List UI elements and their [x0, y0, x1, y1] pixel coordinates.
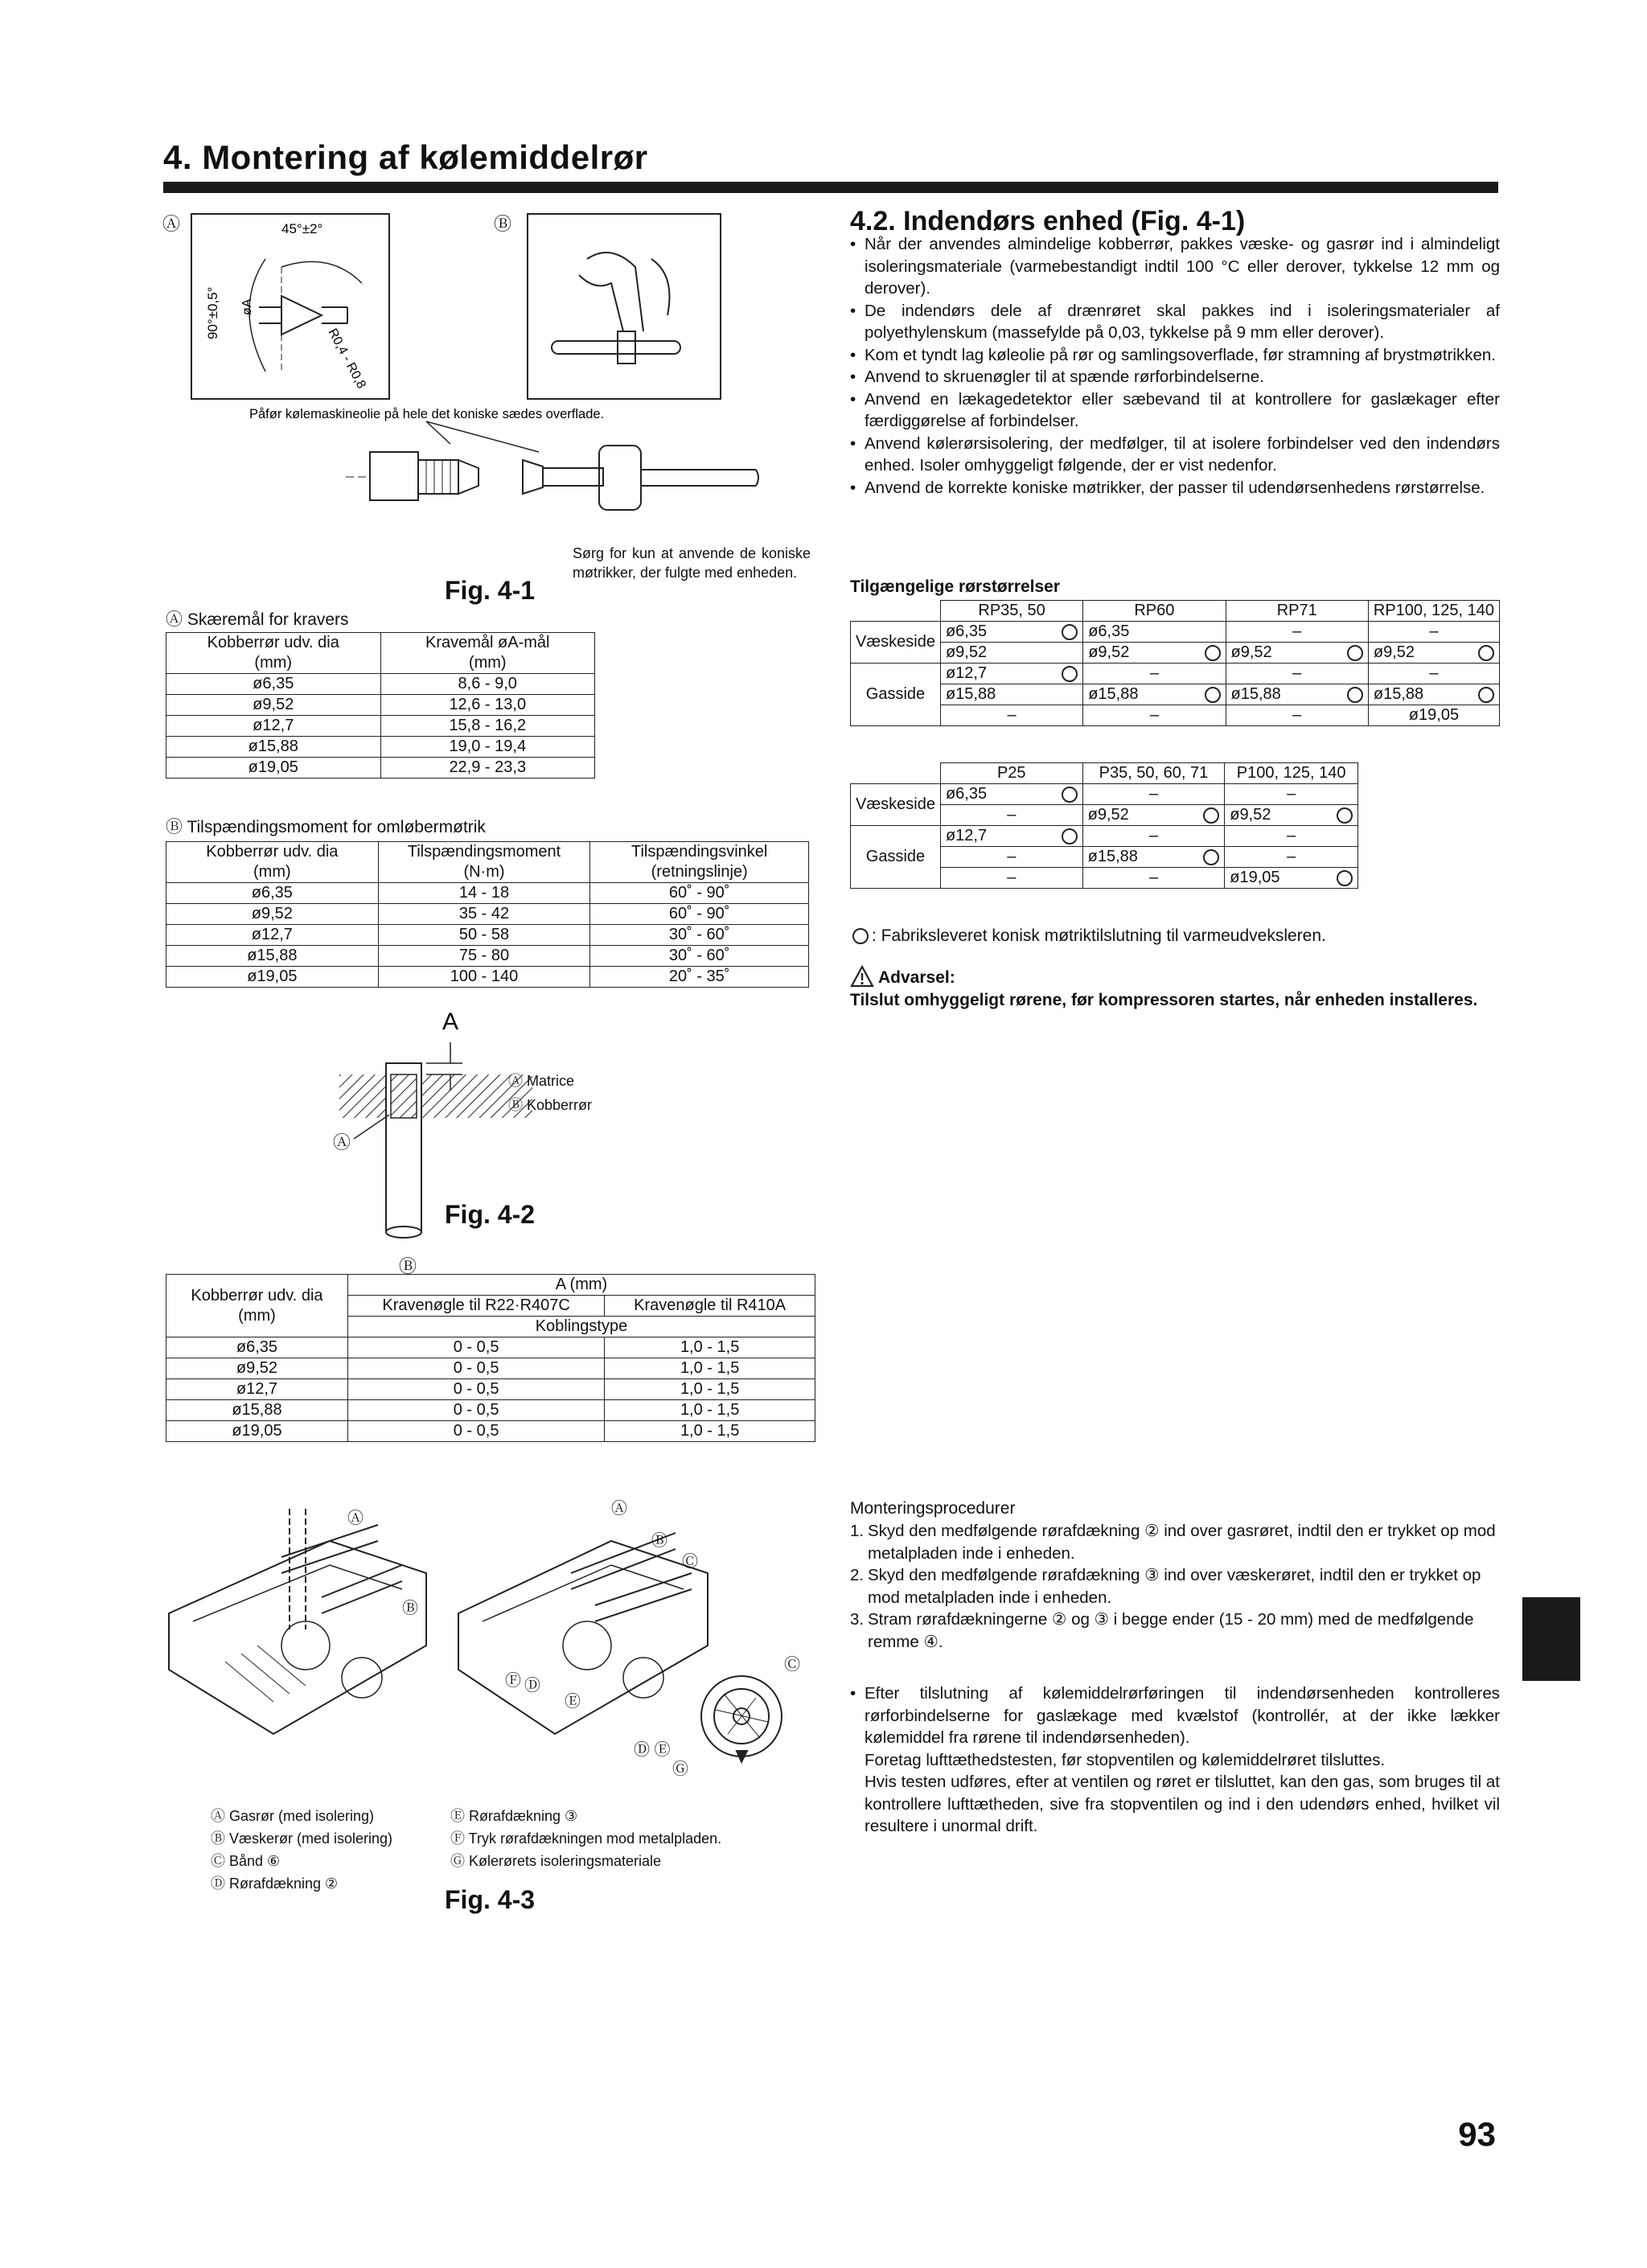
table-cell: ø9,52 — [1225, 805, 1358, 826]
table-torque — [166, 841, 809, 988]
table-flare-margin — [166, 1274, 815, 1442]
procedure-heading: Monteringsprocedurer — [850, 1499, 1016, 1518]
table-cell: ø15,88 — [166, 946, 379, 967]
table-cell: 0 - 0,5 — [347, 1400, 604, 1421]
table-c-sub3: Koblingstype — [347, 1317, 815, 1337]
table-b-heading: Ⓑ Tilspændingsmoment for omløbermøtrik — [166, 818, 486, 836]
table-cell: – — [1083, 705, 1226, 726]
fig43-label-de: Ⓓ Ⓔ — [634, 1741, 671, 1759]
table-cell: – — [1226, 622, 1368, 643]
fig43-label-b-right: Ⓑ — [651, 1532, 667, 1550]
procedure-para-1: Foretag lufttæthedstesten, før stopventilen og kølemiddelrøret tilsluttes. — [865, 1751, 1386, 1769]
table-cell: – — [940, 868, 1082, 889]
warning-text: Tilslut omhyggeligt rørene, før kompressoren startes, når enheden installeres. — [850, 991, 1478, 1009]
bullet-item: • Kom et tyndt lag køleolie på rør og samlingsoverflade, før stramning af brystmøtrikken. — [850, 344, 1500, 367]
table-cell: ø9,52 — [166, 695, 381, 716]
table-cell: ø6,35 — [166, 1337, 348, 1358]
table-cell: ø9,52 — [1083, 643, 1226, 664]
procedure-bullet — [850, 1683, 1500, 1749]
legend-item: Ⓕ Tryk rørafdækningen mod metalpladen. — [450, 1830, 722, 1847]
table-header: RP60 — [1083, 601, 1226, 622]
table-cell: ø6,35 — [940, 784, 1082, 805]
table-cell: 1,0 - 1,5 — [605, 1400, 815, 1421]
table-cell: 0 - 0,5 — [347, 1379, 604, 1400]
fig43-label-f: Ⓕ — [505, 1672, 521, 1690]
table-cell: 15,8 - 16,2 — [380, 716, 595, 737]
table-flare-cutting — [166, 632, 595, 779]
fig41-angle: 45°±2° — [281, 221, 323, 236]
table-cell: 35 - 42 — [378, 904, 590, 925]
table-cell: 30˚ - 60˚ — [590, 946, 809, 967]
bullet-item: • Anvend to skruenøgler til at spænde rørforbindelserne. — [850, 366, 1500, 388]
fig41-caption: Fig. 4-1 — [445, 576, 536, 605]
section-tab — [1522, 1597, 1580, 1681]
table-cell: 14 - 18 — [378, 883, 590, 904]
sizes-heading: Tilgængelige rørstørrelser — [850, 577, 1061, 596]
section-4-2-bullets — [850, 233, 1500, 499]
table-b-col2: Tilspændingsmoment (N·m) — [378, 842, 590, 883]
table-cell: 75 - 80 — [378, 946, 590, 967]
circle-mark-icon — [1337, 870, 1353, 886]
fig42-legend-a: Ⓐ Matrice — [508, 1073, 575, 1089]
table-cell: 50 - 58 — [378, 925, 590, 946]
table-cell: – — [1082, 784, 1225, 805]
legend-item: Ⓖ Kølerørets isoleringsmateriale — [450, 1853, 662, 1869]
table-c-sub1: Kravenøgle til R22·R407C — [347, 1296, 604, 1317]
fig43-label-c-detail: Ⓒ — [784, 1656, 800, 1674]
circle-mark-icon — [1478, 645, 1494, 661]
fig42-caption: Fig. 4-2 — [445, 1200, 536, 1229]
table-cell: – — [1082, 868, 1225, 889]
procedure-step: 2. Skyd den medfølgende rørafdækning ③ ind over væskerøret, indtil den er trykket op mod metalpladen inde i enheden. — [850, 1566, 1481, 1607]
circle-mark-icon — [1062, 787, 1078, 803]
table-cell: ø9,52 — [1082, 805, 1225, 826]
circle-mark-icon — [1347, 645, 1363, 661]
table-cell: ø12,7 — [166, 1379, 348, 1400]
fig43-label-a-right: Ⓐ — [611, 1500, 627, 1518]
table-cell: – — [1226, 705, 1368, 726]
table-cell: – — [940, 805, 1082, 826]
circle-mark-icon — [1062, 666, 1078, 682]
table-cell: 22,9 - 23,3 — [380, 758, 595, 779]
table-cell: 0 - 0,5 — [347, 1337, 604, 1358]
circle-mark-icon — [1478, 687, 1494, 703]
table-cell: 8,6 - 9,0 — [380, 674, 595, 695]
table-cell: ø9,52 — [166, 1358, 348, 1379]
table-cell: – — [940, 847, 1082, 868]
fig42-legend-b: Ⓑ Kobberrør — [508, 1097, 593, 1113]
table-cell: 19,0 - 19,4 — [380, 737, 595, 758]
table-cell: ø19,05 — [1225, 868, 1358, 889]
fig41-dim-a: øA — [240, 298, 254, 315]
table-cell: 1,0 - 1,5 — [605, 1379, 815, 1400]
fig43-label-a-left: Ⓐ — [347, 1510, 363, 1527]
procedure-step: 3. Stram rørafdækningerne ② og ③ i begge ender (15 - 20 mm) med de medfølgende remme ④. — [850, 1610, 1474, 1651]
circle-mark-icon — [1205, 645, 1221, 661]
table-cell: ø12,7 — [166, 716, 381, 737]
table-cell: ø6,35 — [940, 622, 1082, 643]
table-c-sub2: Kravenøgle til R410A — [605, 1296, 815, 1317]
circle-mark-icon — [1062, 624, 1078, 640]
table-cell: 60˚ - 90˚ — [590, 904, 809, 925]
procedure-step: 1. Skyd den medfølgende rørafdækning ② ind over gasrøret, indtil den er trykket op mod metalpladen inde i enheden. — [850, 1522, 1496, 1563]
fig42-dim-a: A — [442, 1009, 459, 1035]
table-pipe-sizes-rp — [850, 600, 1500, 726]
legend-item: Ⓓ Rørafdækning ② — [211, 1876, 339, 1892]
table-cell: 30˚ - 60˚ — [590, 925, 809, 946]
circle-mark-icon — [852, 928, 869, 944]
table-cell: ø19,05 — [166, 758, 381, 779]
table-b-col3: Tilspændingsvinkel (retningslinje) — [590, 842, 809, 883]
table-cell: ø19,05 — [166, 1421, 348, 1442]
circle-mark-icon — [1347, 687, 1363, 703]
circle-mark-icon — [1205, 687, 1221, 703]
page-number: 93 — [1458, 2115, 1496, 2153]
table-header: P100, 125, 140 — [1225, 763, 1358, 784]
fig42-label-b: Ⓑ — [399, 1256, 417, 1276]
table-cell: 20˚ - 35˚ — [590, 967, 809, 988]
procedure-steps — [850, 1520, 1500, 1653]
table-cell: – — [1225, 826, 1358, 847]
table-cell: – — [1082, 826, 1225, 847]
fig43-label-b-left: Ⓑ — [402, 1600, 418, 1617]
title-rule — [163, 182, 1498, 193]
fig41-angle90: 90°±0,5° — [205, 286, 220, 339]
legend-item: Ⓔ Rørafdækning ③ — [450, 1808, 578, 1824]
fig41-label-b: Ⓑ — [494, 214, 512, 234]
fig43-legend-right — [450, 1806, 721, 1871]
bullet-item: • Anvend de korrekte koniske møtrikker, der passer til udendørsenhedens rørstørrelse. — [850, 477, 1500, 499]
table-cell: 1,0 - 1,5 — [605, 1337, 815, 1358]
table-header: RP71 — [1226, 601, 1368, 622]
bullet-item: • Efter tilslutning af kølemiddelrørføringen til indendørsenheden kontrolleres rørforbindelserne for gaslækage med kvælstof (kontrollér, at der ikke lækker kølemiddel fra rørene til indendørsenheden). — [850, 1683, 1500, 1749]
fig41-oil-note: Påfør kølemaskineolie på hele det koniske sædes overflade. — [249, 407, 605, 421]
table-cell: ø12,7 — [166, 925, 379, 946]
bullet-item: • Anvend kølerørsisolering, der medfølger, til at isolere forbindelser ved den indendørs enhed. Isoler omhyggeligt følgende, der er vist nedenfor. — [850, 433, 1500, 477]
table-cell: ø9,52 — [166, 904, 379, 925]
table-cell: 0 - 0,5 — [347, 1358, 604, 1379]
table-cell: ø6,35 — [1083, 622, 1226, 643]
bullet-item: • Når der anvendes almindelige kobberrør, pakkes væske- og gasrør ind i almindeligt isoleringsmateriale (varmebestandigt indtil 100 °C eller derover, tykkelse 12 mm og derover). — [850, 233, 1500, 300]
table-cell: 60˚ - 90˚ — [590, 883, 809, 904]
table-cell: – — [1225, 784, 1358, 805]
fig42-label-a: Ⓐ — [333, 1132, 351, 1152]
table-cell: ø19,05 — [1368, 705, 1499, 726]
table-cell: ø15,88 — [1368, 684, 1499, 705]
fig41-label-a: Ⓐ — [162, 214, 181, 234]
fig43-label-d: Ⓓ — [524, 1677, 540, 1695]
fig43-label-e: Ⓔ — [565, 1693, 581, 1711]
table-cell: ø9,52 — [940, 643, 1082, 664]
warning-title: Advarsel: — [878, 968, 955, 987]
table-cell: ø15,88 — [166, 1400, 348, 1421]
circle-mark-icon — [1337, 807, 1353, 824]
row-label: Gasside — [851, 664, 941, 726]
table-cell: 1,0 - 1,5 — [605, 1421, 815, 1442]
table-cell: 1,0 - 1,5 — [605, 1358, 815, 1379]
warning-icon — [850, 965, 874, 988]
table-cell: – — [1225, 847, 1358, 868]
table-header: RP100, 125, 140 — [1368, 601, 1499, 622]
table-cell: ø6,35 — [166, 883, 379, 904]
table-header: P35, 50, 60, 71 — [1082, 763, 1225, 784]
page-title: 4. Montering af kølemiddelrør — [163, 138, 648, 176]
fig43-label-g: Ⓖ — [672, 1761, 688, 1778]
procedure-para-2: Hvis testen udføres, efter at ventilen og røret er tilsluttet, kan den gas, som bruges til at kontrollere lufttætheden, sive fra stopventilen og ind i den udendørs enhed, hvilket vil resultere i unormal drift. — [865, 1773, 1500, 1835]
table-cell: ø12,7 — [940, 826, 1082, 847]
table-cell: ø12,7 — [940, 664, 1082, 684]
table-a-heading: Ⓐ Skæremål for kravers — [166, 610, 349, 629]
fig43-label-c-right: Ⓒ — [682, 1553, 698, 1571]
table-cell: – — [940, 705, 1082, 726]
table-cell: – — [1368, 622, 1499, 643]
table-c-group-head: A (mm) — [347, 1275, 815, 1296]
table-b-col1: Kobberrør udv. dia (mm) — [166, 842, 379, 883]
table-a-col2: Kravemål øA-mål (mm) — [380, 633, 595, 674]
table-cell: ø9,52 — [1368, 643, 1499, 664]
circle-mark-icon — [1203, 807, 1219, 824]
table-header: P25 — [940, 763, 1082, 784]
table-cell: ø15,88 — [166, 737, 381, 758]
bullet-item: • Anvend en lækagedetektor eller sæbevand til at kontrollere for gaslækager efter færdiggørelse af forbindelser. — [850, 388, 1500, 433]
table-cell: – — [1083, 664, 1226, 684]
table-cell: 100 - 140 — [378, 967, 590, 988]
table-cell: ø15,88 — [1082, 847, 1225, 868]
circle-mark-icon — [1062, 828, 1078, 844]
row-label: Væskeside — [851, 784, 941, 826]
table-cell: 12,6 - 13,0 — [380, 695, 595, 716]
legend-item: Ⓐ Gasrør (med isolering) — [211, 1808, 375, 1824]
fig43-caption: Fig. 4-3 — [445, 1885, 536, 1914]
circle-note: : Fabriksleveret konisk møtriktilslutning til varmeudveksleren. — [852, 925, 1326, 947]
row-label: Gasside — [851, 826, 941, 889]
table-cell: ø15,88 — [1083, 684, 1226, 705]
circle-mark-icon — [1203, 849, 1219, 865]
table-a-col1: Kobberrør udv. dia (mm) — [166, 633, 381, 674]
section-4-2-heading: 4.2. Indendørs enhed (Fig. 4-1) — [850, 206, 1246, 236]
table-cell: ø19,05 — [166, 967, 379, 988]
table-header: RP35, 50 — [940, 601, 1082, 622]
table-cell: ø6,35 — [166, 674, 381, 695]
table-cell: ø15,88 — [940, 684, 1082, 705]
bullet-item: • De indendørs dele af drænrøret skal pakkes ind i isoleringsmaterialer af polyethylenskum (massefylde på 0,03, tykkelse på 9 mm eller derover). — [850, 300, 1500, 344]
table-cell: – — [1368, 664, 1499, 684]
fig-4-3-drawing — [161, 1493, 828, 1790]
fig41-nut-note: Sørg for kun at anvende de koniske møtrikker, der fulgte med enheden. — [573, 545, 811, 581]
table-cell: ø15,88 — [1226, 684, 1368, 705]
table-pipe-sizes-p — [850, 762, 1358, 889]
fig43-legend-left — [211, 1806, 392, 1893]
legend-item: Ⓒ Bånd ⑥ — [211, 1853, 281, 1869]
row-label: Væskeside — [851, 622, 941, 664]
fig41-radius: R0,4 - R0,8 — [325, 326, 368, 392]
table-cell: ø9,52 — [1226, 643, 1368, 664]
table-cell: 0 - 0,5 — [347, 1421, 604, 1442]
table-c-col1: Kobberrør udv. dia (mm) — [166, 1275, 348, 1337]
table-cell: – — [1226, 664, 1368, 684]
legend-item: Ⓑ Væskerør (med isolering) — [211, 1830, 393, 1847]
